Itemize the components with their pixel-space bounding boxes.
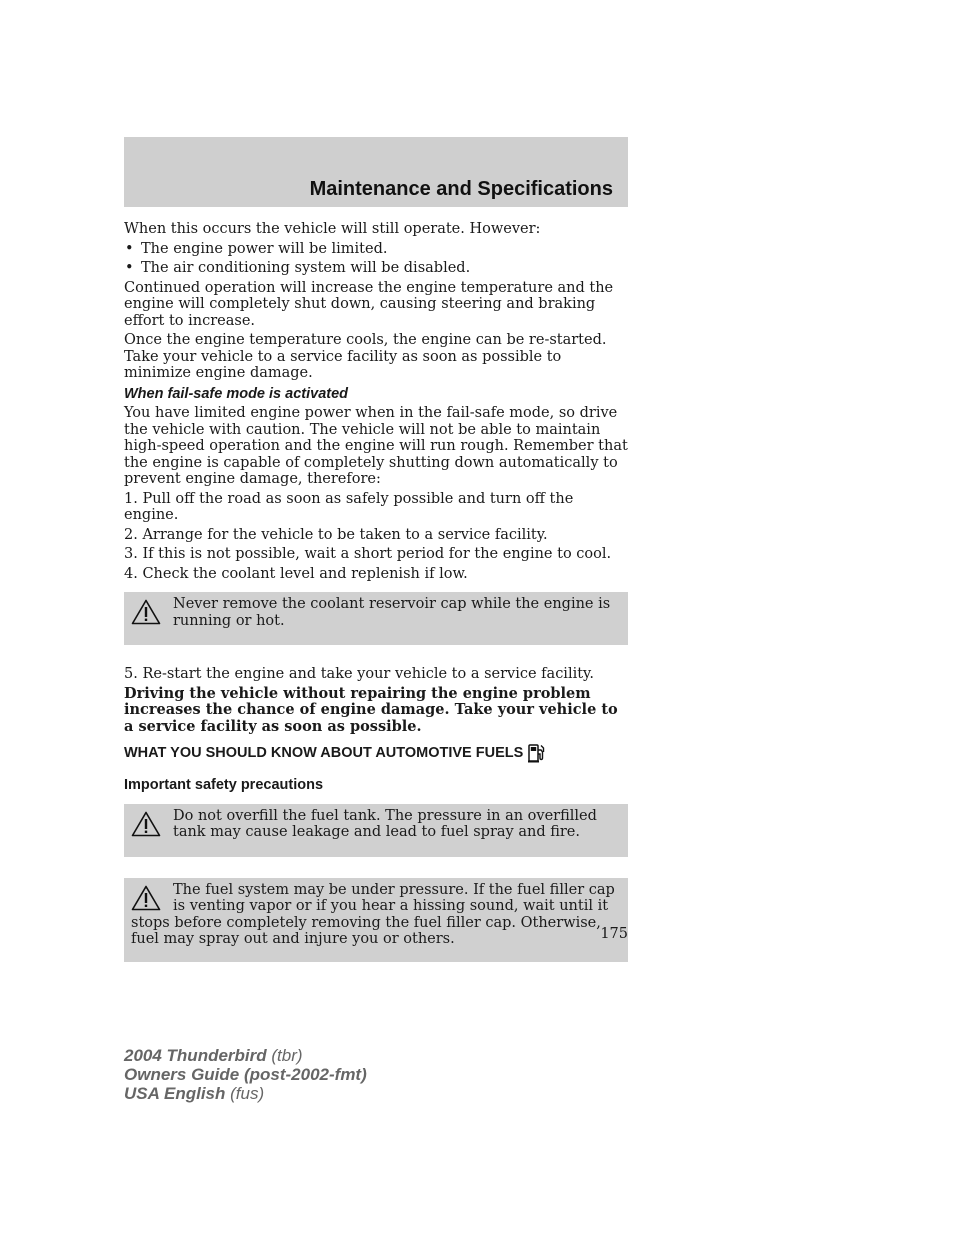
overfill-warning-text: Do not overfill the fuel tank. The pressure in an overfilled tank may cause leakage and lead to fuel spray and fire. xyxy=(173,807,597,840)
coolant-warning-box xyxy=(124,592,628,645)
footer-guide: Owners Guide (post-2002-fmt) xyxy=(124,1065,367,1084)
footer-model: 2004 Thunderbird xyxy=(124,1046,267,1065)
pressure-warning-box xyxy=(124,878,628,962)
bullet-item: • The air conditioning system will be disabled. xyxy=(124,260,628,277)
failsafe-heading: When fail-safe mode is activated xyxy=(124,385,349,402)
fuels-heading-text: WHAT YOU SHOULD KNOW ABOUT AUTOMOTIVE FUELS xyxy=(124,744,524,761)
footer-model-code: (tbr) xyxy=(271,1046,303,1065)
bullet-item: • The engine power will be limited. xyxy=(124,241,628,258)
engine-damage-warning: Driving the vehicle without repairing the engine problem increases the chance of engine damage. Take your vehicle to a service facility as soon as possible. xyxy=(124,684,618,735)
warning-triangle-icon xyxy=(131,885,161,911)
step-item: 4. Check the coolant level and replenish if low. xyxy=(124,565,468,582)
overfill-warning-box xyxy=(124,804,628,857)
fuels-heading xyxy=(124,743,628,763)
restart-paragraph: Once the engine temperature cools, the engine can be re-started. Take your vehicle to a service facility as soon as possible to minimize engine damage. xyxy=(124,332,607,381)
step-item: 2. Arrange for the vehicle to be taken to a service facility. xyxy=(124,526,548,543)
step-item: 3. If this is not possible, wait a short period for the engine to cool. xyxy=(124,546,612,562)
page-number: 175 xyxy=(600,926,628,942)
footer-language-code: (fus) xyxy=(230,1084,265,1103)
warning-triangle-icon xyxy=(131,811,161,837)
section-title: Maintenance and Specifications xyxy=(309,178,613,200)
page-content xyxy=(124,221,628,983)
safety-heading: Important safety precautions xyxy=(124,777,324,793)
intro-paragraph: When this occurs the vehicle will still operate. However: xyxy=(124,221,541,237)
step-item: 1. Pull off the road as soon as safely possible and turn off the engine. xyxy=(124,490,574,523)
step-item: 5. Re-start the engine and take your vehicle to a service facility. xyxy=(124,666,594,682)
pressure-warning-text: The fuel system may be under pressure. If the fuel filler cap is venting vapor or if you hear a hissing sound, wait until it stops before completely removing the fuel filler cap. Otherwise, fuel may spray out and injure you or others. xyxy=(131,881,615,947)
section-header-band xyxy=(124,137,628,207)
footer-line-1 xyxy=(124,1046,367,1065)
warning-triangle-icon xyxy=(131,599,161,625)
fuel-pump-icon xyxy=(528,743,545,763)
footer-language: USA English xyxy=(124,1084,226,1103)
continued-operation-paragraph: Continued operation will increase the engine temperature and the engine will completely shut down, causing steering and braking effort to increase. xyxy=(124,279,614,329)
footer-line-2 xyxy=(124,1065,367,1084)
footer-line-3 xyxy=(124,1084,367,1103)
document-footer xyxy=(124,1046,367,1103)
failsafe-paragraph: You have limited engine power when in the fail-safe mode, so drive the vehicle with caution. The vehicle will not be able to maintain high-speed operation and the engine will run rough. Remember that the engine is capable of completely shutting down automatically to prevent engine damage, therefore: xyxy=(124,405,628,487)
coolant-warning-text: Never remove the coolant reservoir cap while the engine is running or hot. xyxy=(173,596,611,629)
